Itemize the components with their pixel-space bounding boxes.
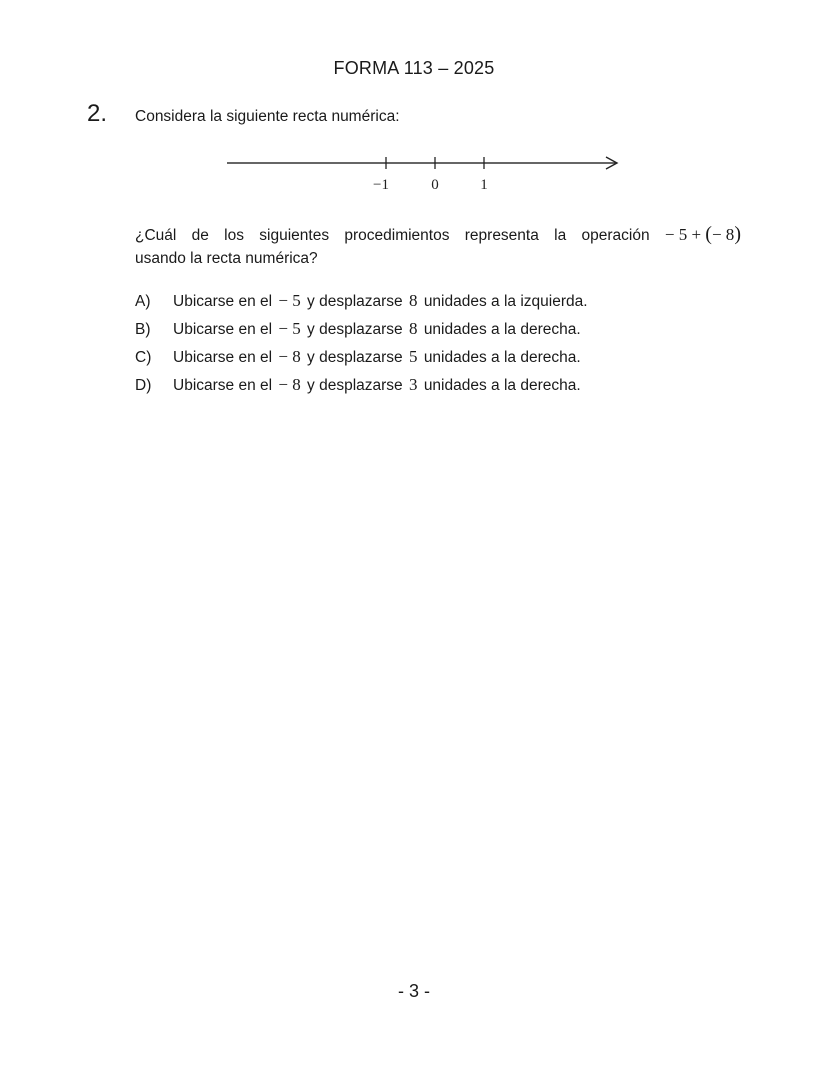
option-text: Ubicarse en el − 5 y desplazarse 8 unidades a la izquierda. [173,291,588,310]
question-stem-line-2: usando la recta numérica? [135,250,318,267]
tick-label-minus-one: −1 [373,177,389,193]
stem-word: la [554,227,567,244]
option-a[interactable] [135,291,588,319]
answer-options [135,291,588,403]
option-text: Ubicarse en el − 8 y desplazarse 3 unidades a la derecha. [173,375,581,394]
exam-form-header: FORMA 113 – 2025 [333,58,495,78]
stem-word: siguientes [259,227,330,244]
stem-word: de [191,227,209,244]
option-letter: C) [135,349,152,366]
option-letter: A) [135,293,151,310]
option-b[interactable] [135,319,588,347]
question-stem [135,223,741,270]
question-stem-line-1 [135,223,741,247]
stem-word: ¿Cuál [135,227,177,244]
option-letter: B) [135,321,151,338]
option-d[interactable] [135,375,588,403]
page-number: - 3 - [397,981,430,1001]
question-prompt: Considera la siguiente recta numérica: [135,108,400,125]
option-text: Ubicarse en el − 8 y desplazarse 5 unidades a la derecha. [173,347,581,366]
option-c[interactable] [135,347,588,375]
tick-label-one: 1 [480,177,488,193]
number-line-figure [220,145,630,200]
option-letter: D) [135,377,152,394]
stem-word: procedimientos [344,227,450,244]
stem-word: los [224,227,244,244]
stem-word: operación [581,227,650,244]
stem-word: representa [464,227,539,244]
tick-label-zero: 0 [431,177,439,193]
option-text: Ubicarse en el − 5 y desplazarse 8 unidades a la derecha. [173,319,581,338]
operation-expression: − 5 + (− 8) [664,223,741,245]
question-number: 2. [87,100,108,127]
